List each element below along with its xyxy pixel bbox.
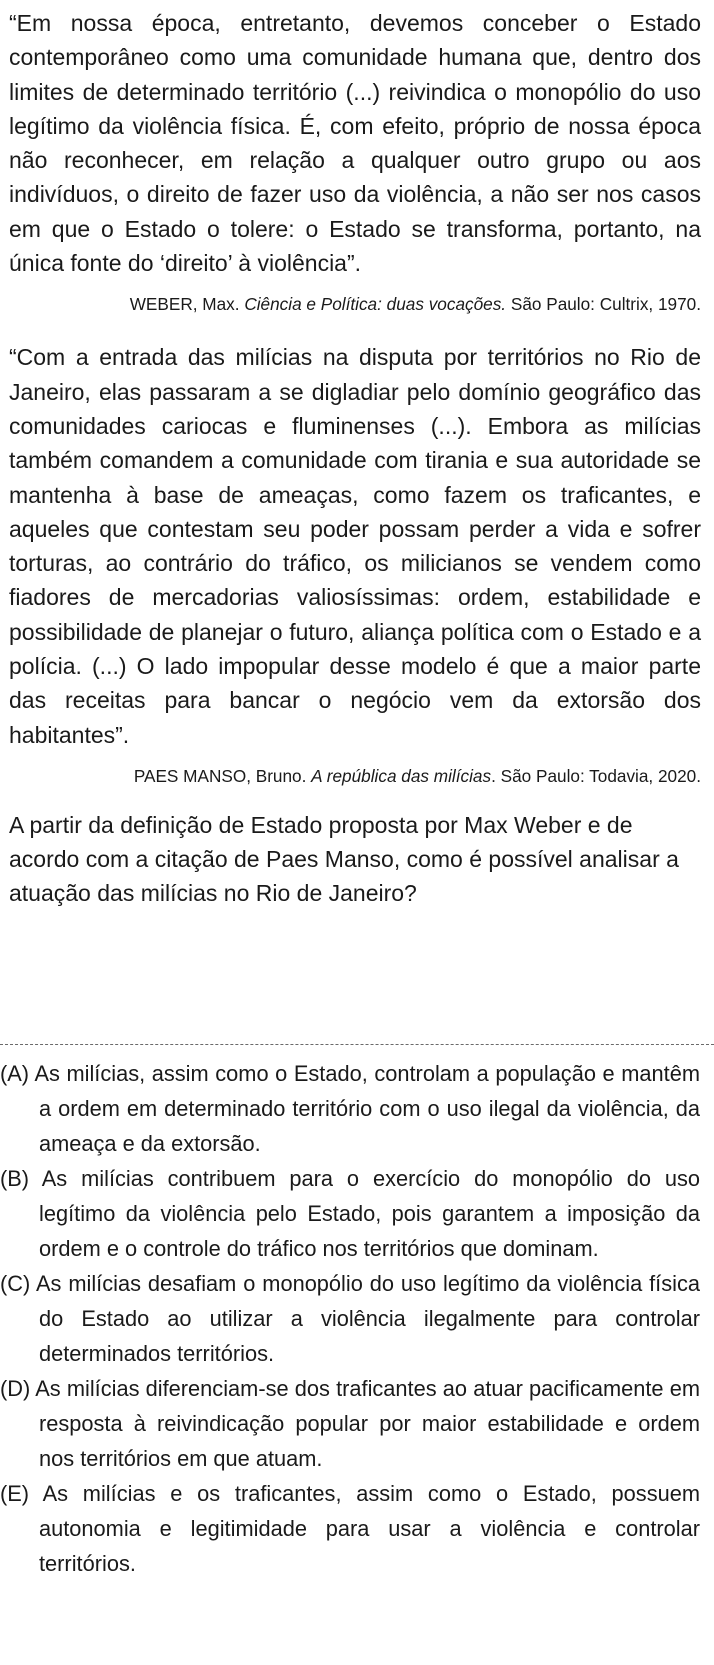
option-b[interactable]: (B) As milícias contribuem para o exercício do monopólio do uso legítimo da violência pelo Estado, pois garantem a imposição da ordem e o controle do tráfico nos territórios que dominam.: [0, 1166, 700, 1261]
paes-manso-citation-publisher: . São Paulo: Todavia, 2020.: [491, 765, 701, 786]
paes-manso-citation-title: A república das milícias: [311, 765, 492, 786]
weber-citation-title: Ciência e Política: duas vocações.: [244, 294, 507, 315]
answer-options: [0, 1056, 700, 1581]
dashed-divider: [0, 1044, 714, 1045]
question-prompt: A partir da definição de Estado proposta por Max Weber e de acordo com a citação de Paes Manso, como é possível analisar a atuação das milícias no Rio de Janeiro?: [9, 811, 679, 906]
option-c[interactable]: (C) As milícias desafiam o monopólio do uso legítimo da violência física do Estado ao utilizar a violência ilegalmente para controlar determinados territórios.: [0, 1271, 700, 1366]
weber-quote: “Em nossa época, entretanto, devemos conceber o Estado contemporâneo como uma comunidade humana que, dentro dos limites de determinado território (...) reivindica o monopólio do uso legítimo da violência física. É, com efeito, próprio de nossa época não reconhecer, em relação a qualquer outro grupo ou aos indivíduos, o direito de fazer uso da violência, a não ser nos casos em que o Estado o tolere: o Estado se transforma, portanto, na única fonte do ‘direito’ à violência”.: [9, 10, 701, 277]
paes-manso-citation: [9, 764, 701, 788]
option-e[interactable]: (E) As milícias e os traficantes, assim como o Estado, possuem autonomia e legitimidade para usar a violência e controlar territórios.: [0, 1481, 700, 1576]
paes-manso-quote: “Com a entrada das milícias na disputa por territórios no Rio de Janeiro, elas passaram a se digladiar pelo domínio geográfico das comunidades cariocas e fluminenses (...). Embora as milícias também comandem a comunidade com tirania e sua autoridade se mantenha à base de ameaças, como fazem os traficantes, e aqueles que contestam seu poder possam perder a vida e sofrer torturas, ao contrário do tráfico, os milicianos se vendem como fiadores de mercadorias valiosíssimas: ordem, estabilidade e possibilidade de planejar o futuro, aliança política com o Estado e a polícia. (...) O lado impopular desse modelo é que a maior parte das receitas para bancar o negócio vem da extorsão dos habitantes”.: [9, 344, 701, 748]
weber-citation: [9, 292, 701, 316]
option-d[interactable]: (D) As milícias diferenciam-se dos traficantes ao atuar pacificamente em resposta à reivindicação popular por maior estabilidade e ordem nos territórios em que atuam.: [0, 1376, 700, 1471]
question-page: [9, 0, 701, 910]
weber-citation-author: WEBER, Max.: [129, 294, 245, 315]
paes-manso-citation-author: PAES MANSO, Bruno.: [133, 765, 312, 786]
option-a[interactable]: (A) As milícias, assim como o Estado, controlam a população e mantêm a ordem em determinado território com o uso ilegal da violência, da ameaça e da extorsão.: [0, 1061, 700, 1156]
weber-citation-publisher: São Paulo: Cultrix, 1970.: [506, 294, 701, 315]
